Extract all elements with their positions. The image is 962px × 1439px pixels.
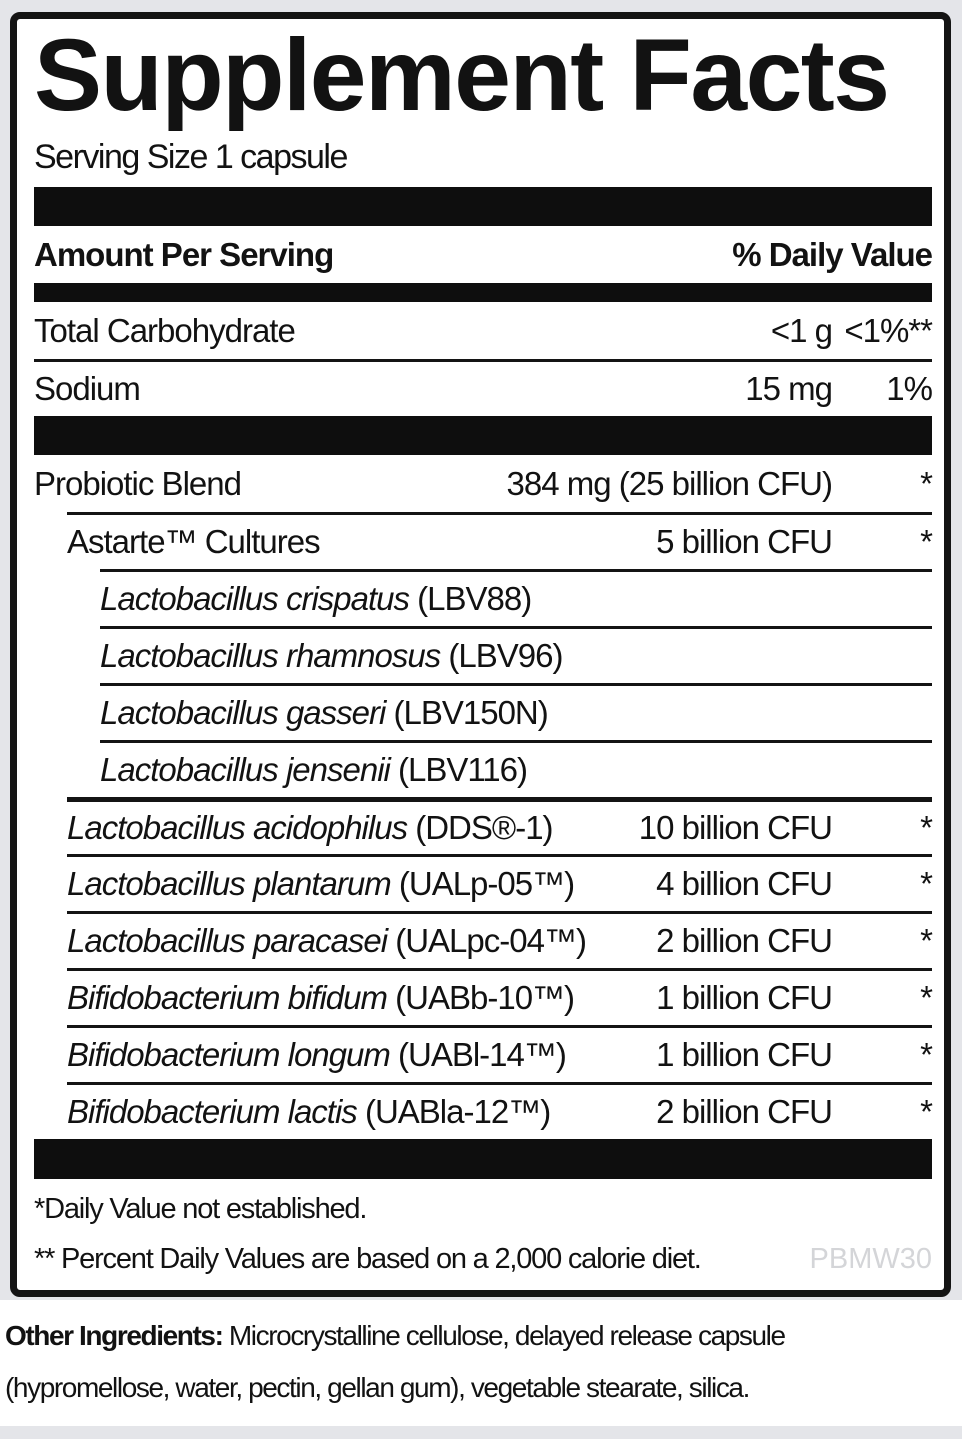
ingredient-species-italic: Bifidobacterium bifidum: [67, 979, 387, 1016]
ingredient-name: [67, 523, 320, 561]
table-row: [67, 968, 932, 1025]
ingredient-amount: 2 billion CFU: [656, 1093, 832, 1130]
ingredient-species-italic: Lactobacillus paracasei: [67, 922, 388, 959]
ingredient-name: [34, 312, 295, 350]
product-code: PBMW30: [809, 1243, 932, 1275]
ingredient-daily-value: *: [920, 922, 932, 959]
ingredient-strain-id: Probiotic Blend: [34, 464, 241, 502]
table-row: [67, 854, 932, 911]
ingredient-species-italic: Lactobacillus crispatus: [100, 580, 409, 617]
probiotic-blend-section: [34, 455, 932, 1139]
ingredient-strain-id: (UABl-14™): [389, 1036, 566, 1073]
ingredient-amount: 384 mg (25 billion CFU): [506, 464, 832, 502]
ingredient-strain-id: (LBV88): [409, 580, 532, 617]
ingredient-species-italic: Bifidobacterium lactis: [67, 1093, 357, 1130]
ingredient-amount: <1 g: [770, 311, 832, 349]
ingredient-name: [67, 1036, 566, 1074]
ingredient-strain-id: (LBV96): [440, 637, 563, 674]
table-row: [34, 455, 932, 512]
daily-value-header: % Daily Value: [732, 235, 932, 273]
ingredient-amount: 10 billion CFU: [638, 809, 832, 846]
ingredient-species-italic: Bifidobacterium longum: [67, 1036, 390, 1073]
separator-bar: [34, 187, 932, 226]
ingredient-amount: 2 billion CFU: [656, 922, 832, 959]
ingredient-name: [100, 694, 548, 732]
column-headers: [34, 226, 932, 283]
ingredient-species-italic: Lactobacillus rhamnosus: [100, 637, 441, 674]
ingredient-name: [67, 922, 586, 960]
ingredient-name: [100, 637, 562, 675]
supplement-facts-panel: [10, 12, 951, 1297]
table-row: [100, 740, 932, 797]
ingredient-daily-value: *: [920, 809, 932, 846]
ingredient-strain-id: Total Carbohydrate: [34, 311, 295, 349]
ingredient-name: [34, 465, 241, 503]
ingredient-name: [67, 809, 553, 847]
ingredient-daily-value: *: [920, 523, 932, 560]
footnote-percent-dv: ** Percent Daily Values are based on a 2,000 calorie diet.: [34, 1243, 701, 1275]
ingredient-amount: 5 billion CFU: [656, 523, 832, 560]
ingredient-name: [67, 865, 574, 903]
ingredient-strain-id: Astarte™ Cultures: [67, 523, 320, 560]
nutrient-rows-section: [34, 302, 932, 416]
other-ingredients-label: Other Ingredients:: [5, 1320, 223, 1351]
ingredient-daily-value: *: [920, 1093, 932, 1130]
table-row: [67, 1082, 932, 1139]
ingredient-daily-value: *: [920, 979, 932, 1016]
ingredient-amount: 15 mg: [745, 370, 832, 407]
footnote-row: [34, 1237, 932, 1281]
other-ingredients-section: [0, 1300, 962, 1426]
ingredient-strain-id: (DDS®-1): [407, 809, 553, 846]
separator-bar: [34, 416, 932, 455]
table-row: [67, 911, 932, 968]
footnote-dv-not-established: *Daily Value not established.: [34, 1193, 367, 1225]
ingredient-name: [34, 370, 140, 408]
ingredient-species-italic: Lactobacillus plantarum: [67, 865, 391, 902]
ingredient-amount: 1 billion CFU: [656, 1036, 832, 1073]
ingredient-strain-id: (UALpc-04™): [387, 922, 586, 959]
table-row: [100, 626, 932, 683]
table-row: [34, 359, 932, 416]
ingredient-strain-id: (UABb-10™): [387, 979, 575, 1016]
ingredient-daily-value: *: [920, 464, 932, 502]
table-row: [100, 683, 932, 740]
ingredient-daily-value: *: [920, 865, 932, 902]
table-row: [34, 302, 932, 359]
ingredient-species-italic: Lactobacillus acidophilus: [67, 809, 408, 846]
serving-size: Serving Size 1 capsule: [34, 138, 347, 176]
ingredient-strain-id: (UABla-12™): [356, 1093, 551, 1130]
ingredient-strain-id: (LBV150N): [385, 694, 548, 731]
other-ingredients-line2: (hypromellose, water, pectin, gellan gum), vegetable stearate, silica.: [5, 1372, 749, 1403]
ingredient-species-italic: Lactobacillus gasseri: [100, 694, 386, 731]
ingredient-name: [100, 751, 527, 789]
ingredient-daily-value: *: [920, 1036, 932, 1073]
ingredient-strain-id: Sodium: [34, 370, 140, 407]
separator-bar: [34, 1139, 932, 1179]
ingredient-amount: 4 billion CFU: [656, 865, 832, 902]
table-row: [100, 569, 932, 626]
separator-bar: [34, 283, 932, 302]
ingredient-name: [67, 979, 574, 1017]
ingredient-strain-id: (LBV116): [389, 751, 527, 788]
ingredient-strain-id: (UALp-05™): [390, 865, 575, 902]
table-row: [67, 1025, 932, 1082]
other-ingredients-text1: Microcrystalline cellulose, delayed release capsule: [222, 1320, 785, 1351]
amount-per-serving-header: Amount Per Serving: [34, 235, 334, 273]
panel-title: Supplement Facts: [34, 18, 889, 132]
ingredient-amount: 1 billion CFU: [656, 979, 832, 1016]
ingredient-name: [100, 580, 531, 618]
ingredient-daily-value: <1%**: [844, 311, 932, 349]
ingredient-daily-value: 1%: [886, 370, 932, 407]
other-ingredients-line1: [5, 1310, 958, 1362]
table-row: [67, 797, 932, 854]
ingredient-name: [67, 1093, 550, 1131]
table-row: [67, 512, 932, 569]
ingredient-species-italic: Lactobacillus jensenii: [100, 751, 390, 788]
